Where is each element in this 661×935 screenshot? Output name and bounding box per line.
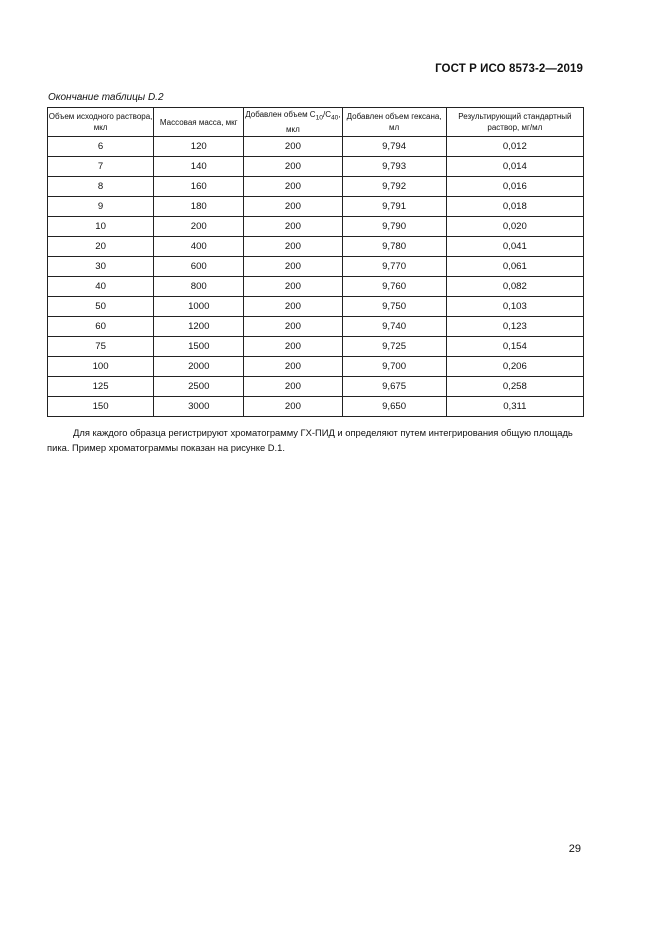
cell-added-volume: 200 <box>244 137 342 157</box>
cell-mass: 800 <box>154 277 244 297</box>
cell-concentration: 0,012 <box>446 137 583 157</box>
cell-added-volume: 200 <box>244 237 342 257</box>
cell-mass: 1000 <box>154 297 244 317</box>
table-row <box>48 197 584 217</box>
cell-concentration: 0,123 <box>446 317 583 337</box>
cell-concentration: 0,103 <box>446 297 583 317</box>
cell-mass: 2500 <box>154 377 244 397</box>
cell-concentration: 0,014 <box>446 157 583 177</box>
column-header-initial-volume: Объем исходного раствора, мкл <box>48 108 154 137</box>
table-row <box>48 337 584 357</box>
cell-added-volume: 200 <box>244 177 342 197</box>
subscript: 40 <box>330 114 339 122</box>
cell-mass: 3000 <box>154 397 244 417</box>
column-header-text: , мкл <box>286 110 341 134</box>
cell-initial-volume: 30 <box>48 257 154 277</box>
cell-hexane-volume: 9,740 <box>342 317 446 337</box>
table-body <box>48 137 584 417</box>
cell-initial-volume: 125 <box>48 377 154 397</box>
cell-concentration: 0,311 <box>446 397 583 417</box>
table-header-row <box>48 108 584 137</box>
table-row <box>48 137 584 157</box>
cell-concentration: 0,258 <box>446 377 583 397</box>
cell-added-volume: 200 <box>244 397 342 417</box>
cell-added-volume: 200 <box>244 377 342 397</box>
data-table <box>47 107 584 417</box>
cell-added-volume: 200 <box>244 357 342 377</box>
cell-mass: 400 <box>154 237 244 257</box>
cell-mass: 1200 <box>154 317 244 337</box>
cell-initial-volume: 9 <box>48 197 154 217</box>
cell-concentration: 0,041 <box>446 237 583 257</box>
cell-added-volume: 200 <box>244 317 342 337</box>
cell-concentration: 0,154 <box>446 337 583 357</box>
cell-added-volume: 200 <box>244 257 342 277</box>
cell-concentration: 0,061 <box>446 257 583 277</box>
cell-initial-volume: 20 <box>48 237 154 257</box>
standard-code: ГОСТ Р ИСО 8573-2—2019 <box>435 63 583 75</box>
cell-mass: 160 <box>154 177 244 197</box>
cell-concentration: 0,020 <box>446 217 583 237</box>
cell-concentration: 0,018 <box>446 197 583 217</box>
page-number: 29 <box>568 843 581 855</box>
cell-hexane-volume: 9,792 <box>342 177 446 197</box>
table-row <box>48 277 584 297</box>
column-header-text: /С <box>322 110 331 120</box>
table-row <box>48 257 584 277</box>
cell-hexane-volume: 9,760 <box>342 277 446 297</box>
cell-initial-volume: 60 <box>48 317 154 337</box>
cell-hexane-volume: 9,791 <box>342 197 446 217</box>
cell-concentration: 0,206 <box>446 357 583 377</box>
cell-hexane-volume: 9,793 <box>342 157 446 177</box>
body-paragraph: Для каждого образца регистрируют хроматограмму ГХ-ПИД и определяют путем интегрирования общую площадь пика. Пример хроматограммы показан на рисунке D.1. <box>47 427 573 453</box>
column-header-mass: Массовая масса, мкг <box>154 108 244 137</box>
cell-hexane-volume: 9,675 <box>342 377 446 397</box>
cell-added-volume: 200 <box>244 297 342 317</box>
cell-initial-volume: 6 <box>48 137 154 157</box>
cell-initial-volume: 10 <box>48 217 154 237</box>
cell-mass: 600 <box>154 257 244 277</box>
table-row <box>48 317 584 337</box>
table-row <box>48 177 584 197</box>
cell-initial-volume: 8 <box>48 177 154 197</box>
cell-initial-volume: 50 <box>48 297 154 317</box>
cell-added-volume: 200 <box>244 197 342 217</box>
cell-mass: 1500 <box>154 337 244 357</box>
cell-initial-volume: 100 <box>48 357 154 377</box>
cell-hexane-volume: 9,770 <box>342 257 446 277</box>
cell-hexane-volume: 9,725 <box>342 337 446 357</box>
cell-mass: 200 <box>154 217 244 237</box>
cell-initial-volume: 150 <box>48 397 154 417</box>
column-header-added-c10-c40 <box>244 108 342 137</box>
cell-added-volume: 200 <box>244 217 342 237</box>
table-row <box>48 357 584 377</box>
cell-mass: 140 <box>154 157 244 177</box>
table-row <box>48 157 584 177</box>
cell-initial-volume: 7 <box>48 157 154 177</box>
cell-concentration: 0,082 <box>446 277 583 297</box>
cell-hexane-volume: 9,790 <box>342 217 446 237</box>
column-header-hexane-volume: Добавлен объем гексана, мл <box>342 108 446 137</box>
cell-mass: 120 <box>154 137 244 157</box>
subscript: 10 <box>315 114 323 122</box>
cell-hexane-volume: 9,750 <box>342 297 446 317</box>
cell-added-volume: 200 <box>244 277 342 297</box>
cell-added-volume: 200 <box>244 337 342 357</box>
table-row <box>48 217 584 237</box>
cell-initial-volume: 40 <box>48 277 154 297</box>
table-row <box>48 397 584 417</box>
cell-hexane-volume: 9,700 <box>342 357 446 377</box>
cell-hexane-volume: 9,794 <box>342 137 446 157</box>
column-header-result-concentration: Результирующий стандартный раствор, мг/мл <box>446 108 583 137</box>
cell-initial-volume: 75 <box>48 337 154 357</box>
cell-mass: 2000 <box>154 357 244 377</box>
table-row <box>48 377 584 397</box>
cell-hexane-volume: 9,780 <box>342 237 446 257</box>
table-row <box>48 237 584 257</box>
cell-hexane-volume: 9,650 <box>342 397 446 417</box>
cell-concentration: 0,016 <box>446 177 583 197</box>
column-header-text: Добавлен объем С <box>245 110 316 120</box>
cell-mass: 180 <box>154 197 244 217</box>
table-row <box>48 297 584 317</box>
table-caption: Окончание таблицы D.2 <box>48 92 164 103</box>
cell-added-volume: 200 <box>244 157 342 177</box>
